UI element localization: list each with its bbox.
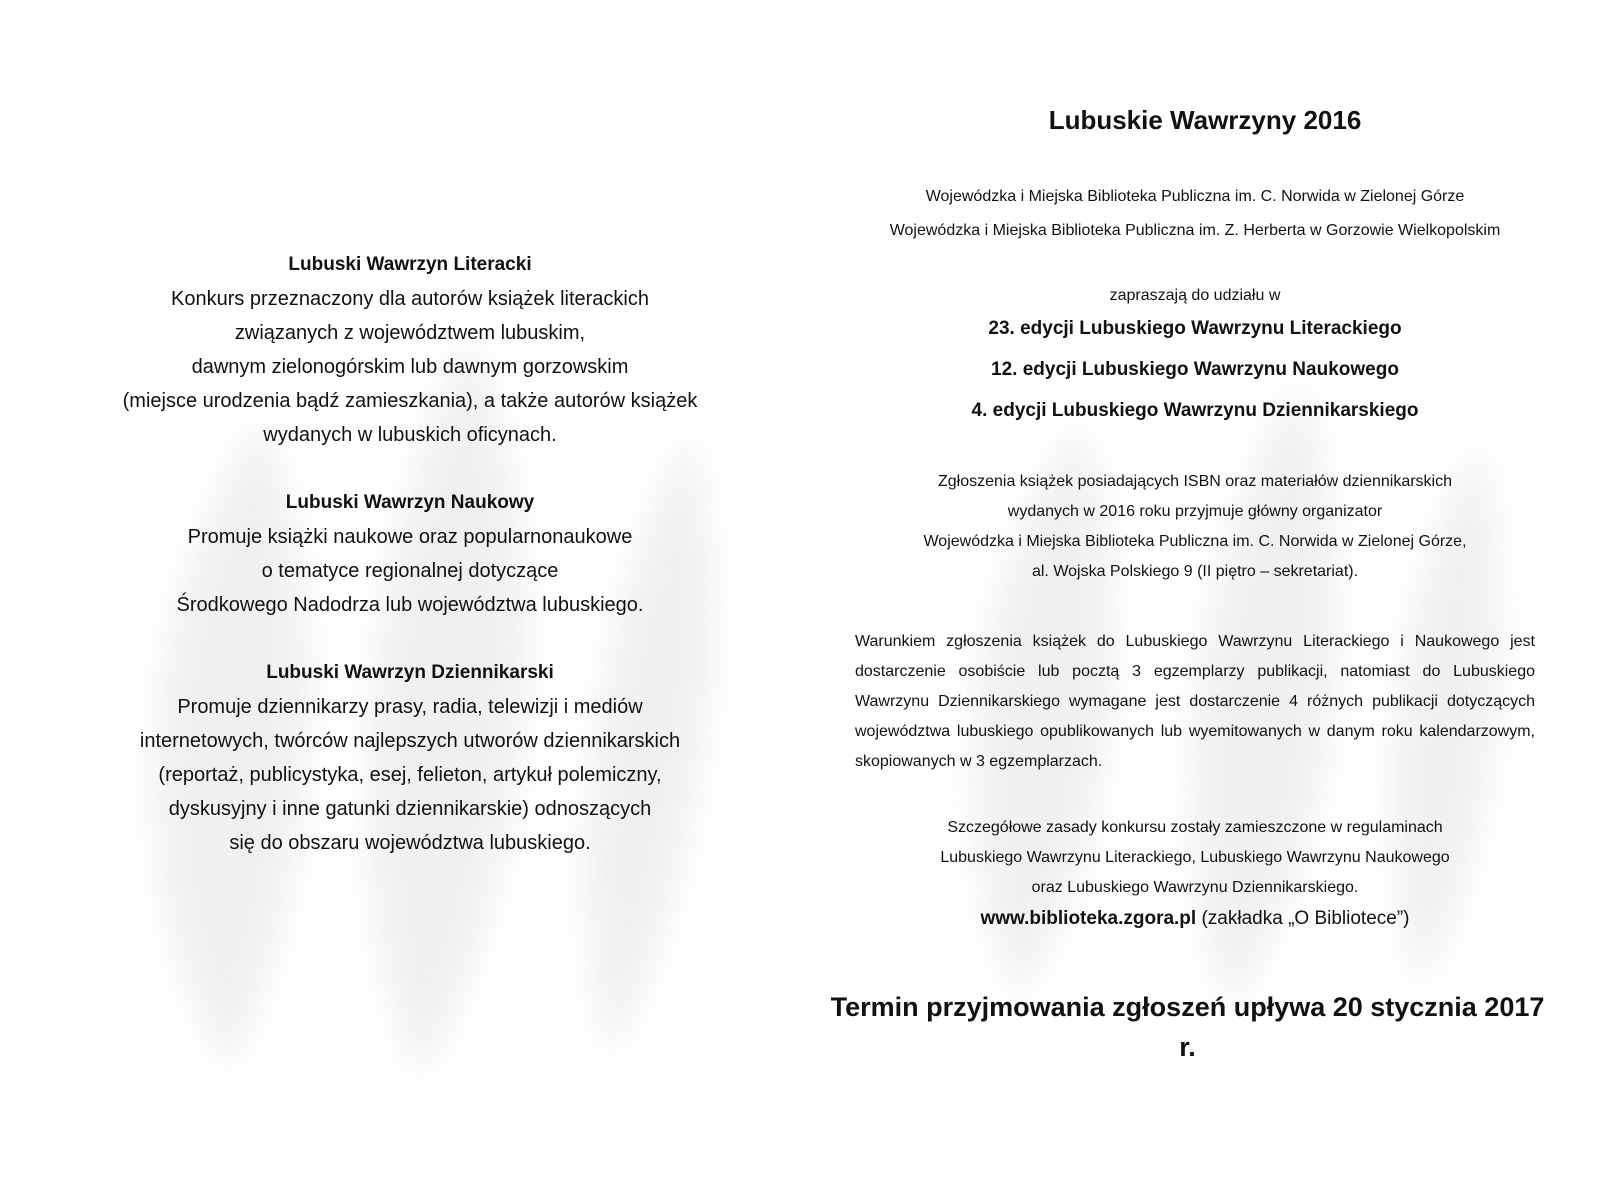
website-line: [855, 903, 1535, 935]
award-title: Lubuski Wawrzyn Naukowy: [285, 492, 535, 513]
organizer-line: Wojewódzka i Miejska Biblioteka Publiczna im. C. Norwida w Zielonej Górze: [925, 188, 1465, 205]
website-note: (zakładka „O Bibliotece”): [1196, 908, 1410, 929]
submissions-line: wydanych w 2016 roku przyjmuje główny organizator: [1007, 503, 1383, 520]
website-link[interactable]: www.biblioteka.zgora.pl: [980, 908, 1197, 929]
rules-line: Lubuskiego Wawrzynu Literackiego, Lubuskiego Wawrzynu Naukowego: [940, 849, 1450, 866]
award-line: związanych z województwem lubuskim,: [234, 322, 586, 344]
award-line: Promuje książki naukowe oraz popularnonaukowe: [187, 526, 633, 548]
organizers: [855, 180, 1535, 248]
organizer-line: Wojewódzka i Miejska Biblioteka Publiczna im. Z. Herberta w Gorzowie Wielkopolskim: [889, 222, 1501, 239]
edition-item: 23. edycji Lubuskiego Wawrzynu Literackiego: [988, 318, 1402, 339]
award-line: (reportaż, publicystyka, esej, felieton, artykuł polemiczny,: [158, 764, 662, 786]
edition-item: 12. edycji Lubuskiego Wawrzynu Naukowego: [991, 359, 1399, 380]
award-title: Lubuski Wawrzyn Literacki: [288, 254, 532, 275]
award-journalism: [90, 656, 730, 860]
award-line: Promuje dziennikarzy prasy, radia, telewizji i mediów: [177, 696, 643, 718]
submissions-line: Zgłoszenia książek posiadających ISBN oraz materiałów dziennikarskich: [937, 473, 1452, 490]
submissions-line: Wojewódzka i Miejska Biblioteka Publiczna im. C. Norwida w Zielonej Górze,: [923, 533, 1467, 550]
rules-info: [855, 813, 1535, 935]
edition-item: 4. edycji Lubuskiego Wawrzynu Dziennikarskiego: [971, 400, 1419, 421]
deadline-notice: Termin przyjmowania zgłoszeń upływa 20 stycznia 2017 r.: [830, 992, 1545, 1062]
award-line: wydanych w lubuskich oficynach.: [263, 424, 557, 446]
award-line: Środkowego Nadodrza lub województwa lubuskiego.: [176, 594, 644, 616]
left-panel: [90, 248, 730, 894]
award-line: internetowych, twórców najlepszych utworów dziennikarskich: [139, 730, 681, 752]
page-title: Lubuskie Wawrzyny 2016: [1048, 105, 1362, 135]
rules-line: Szczegółowe zasady konkursu zostały zamieszczone w regulaminach: [947, 819, 1443, 836]
award-line: dawnym zielonogórskim lub dawnym gorzowskim: [191, 356, 629, 378]
award-line: dyskusyjny i inne gatunki dziennikarskie) odnoszących: [168, 798, 652, 820]
invite-text: zapraszają do udziału w: [1109, 287, 1281, 304]
award-line: (miejsce urodzenia bądź zamieszkania), a także autorów książek: [122, 390, 698, 412]
submissions-line: al. Wojska Polskiego 9 (II piętro – sekretariat).: [1031, 563, 1359, 580]
conditions-paragraph: Warunkiem zgłoszenia książek do Lubuskiego Wawrzynu Literackiego i Naukowego jest dostarczenie osobiście lub pocztą 3 egzemplarzy publikacji, natomiast do Lubuskiego Wawrzynu Dziennikarskiego wymagane jest dostarczenie 4 różnych publikacji dotyczących województwa lubuskiego opublikowanych lub wyemitowanych w danym roku kalendarzowym, skopiowanych w 3 egzemplarzach.: [855, 633, 1535, 770]
award-literary: [90, 248, 730, 452]
award-title: Lubuski Wawrzyn Dziennikarski: [266, 662, 554, 683]
right-panel: [830, 100, 1545, 1067]
award-line: o tematyce regionalnej dotyczące: [261, 560, 559, 582]
award-line: się do obszaru województwa lubuskiego.: [229, 832, 591, 854]
submissions-info: [855, 467, 1535, 587]
award-scientific: [90, 486, 730, 622]
award-line: Konkurs przeznaczony dla autorów książek literackich: [171, 288, 649, 310]
rules-line: oraz Lubuskiego Wawrzynu Dziennikarskiego.: [1031, 879, 1359, 896]
editions-list: [855, 308, 1535, 431]
